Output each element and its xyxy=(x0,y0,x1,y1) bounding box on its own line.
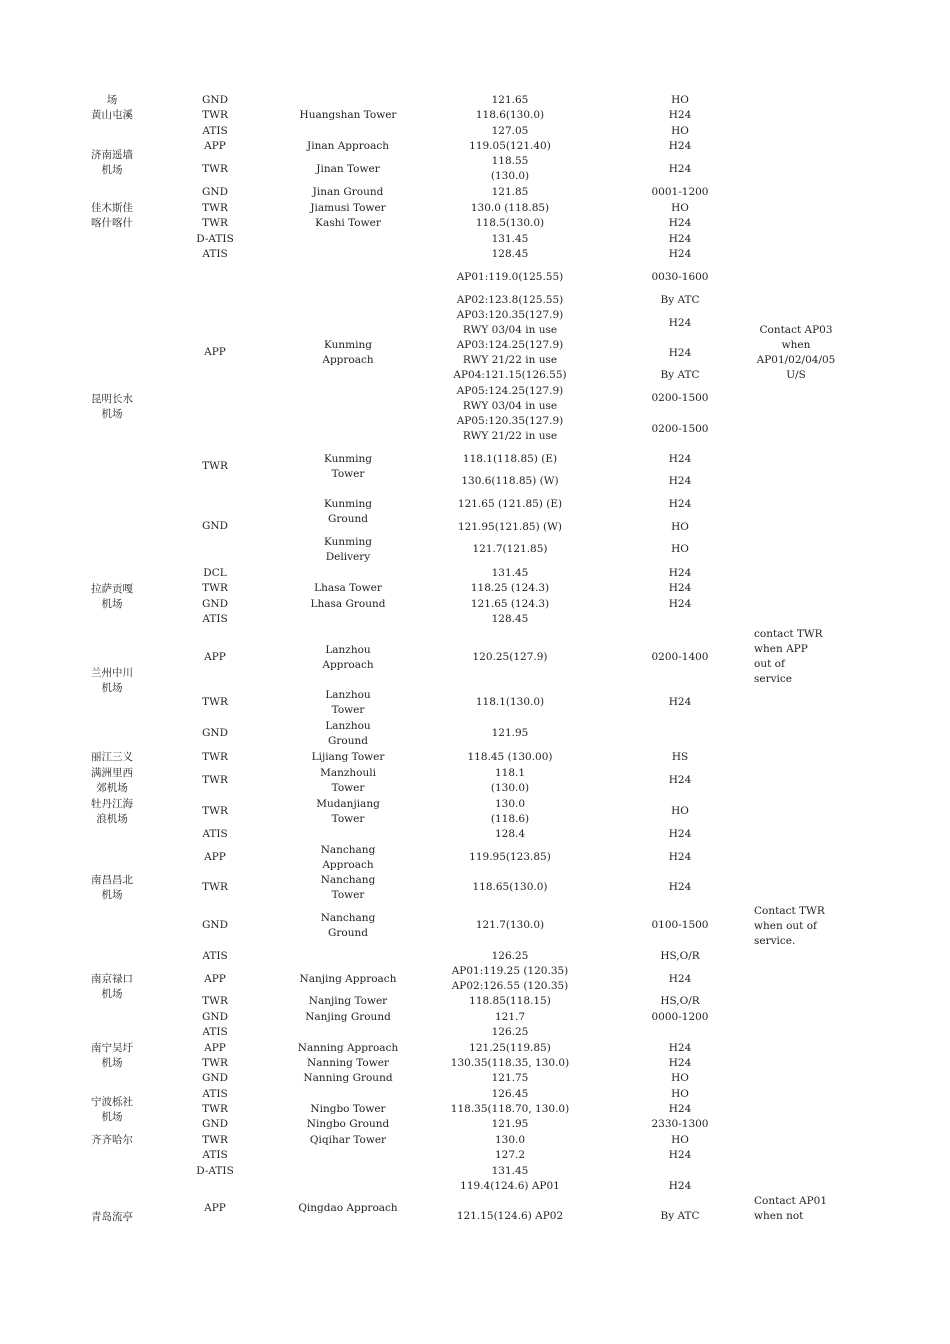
table-cell: Nanning Tower xyxy=(307,1057,389,1069)
table-cell: 118.85(118.15) xyxy=(469,995,551,1007)
table-cell: HO xyxy=(671,202,689,214)
table-cell: Lanzhou Ground xyxy=(325,720,371,747)
table-cell: H24 xyxy=(668,233,692,245)
table-cell: 121.75 xyxy=(491,1072,529,1084)
table-cell: 丽江三义 xyxy=(91,751,133,763)
table-cell: H24 xyxy=(668,973,692,985)
table-cell: Ningbo Tower xyxy=(310,1103,386,1115)
table-cell: 120.25(127.9) xyxy=(472,651,548,663)
table-cell: 昆明长水 机场 xyxy=(91,393,133,420)
table-cell: Nanchang Tower xyxy=(320,874,376,901)
table-cell: 0200-1500 xyxy=(651,392,709,404)
table-cell: 130.0 xyxy=(494,1134,526,1146)
table-cell: ATIS xyxy=(202,125,228,137)
table-cell: APP xyxy=(204,346,226,358)
table-cell: 0200-1500 xyxy=(651,423,709,435)
table-cell: H24 xyxy=(668,567,692,579)
table-cell: 118.5(130.0) xyxy=(475,217,545,229)
table-cell: APP xyxy=(204,1202,226,1214)
table-cell: 121.7 xyxy=(494,1011,526,1023)
table-cell: H24 xyxy=(668,475,692,487)
table-cell: 118.6(130.0) xyxy=(475,109,545,121)
table-cell: H24 xyxy=(668,248,692,260)
table-cell: 南京禄口 机场 xyxy=(91,973,133,1000)
table-cell: H24 xyxy=(668,109,692,121)
table-cell: 喀什喀什 xyxy=(91,217,133,229)
table-cell: Nanning Approach xyxy=(297,1042,399,1054)
table-cell: H24 xyxy=(668,774,692,786)
table-cell: TWR xyxy=(202,774,228,786)
table-cell: AP03:124.25(127.9) RWY 21/22 in use xyxy=(456,339,564,366)
table-cell: TWR xyxy=(202,995,228,1007)
table-cell: H24 xyxy=(668,1149,692,1161)
table-cell: AP05:124.25(127.9) RWY 03/04 in use xyxy=(456,385,564,412)
table-cell: 118.1(130.0) xyxy=(475,696,545,708)
table-cell: 121.65 (124.3) xyxy=(470,598,550,610)
table-cell: 131.45 xyxy=(491,233,529,245)
table-cell: 131.45 xyxy=(491,1165,529,1177)
table-cell: 130.6(118.85) (W) xyxy=(461,475,559,487)
table-cell: Qiqihar Tower xyxy=(309,1134,387,1146)
table-cell: 127.2 xyxy=(494,1149,526,1161)
table-cell: HS,O/R xyxy=(660,995,700,1007)
table-cell: 121.25(119.85) xyxy=(469,1042,551,1054)
table-cell: ATIS xyxy=(202,950,228,962)
table-cell: H24 xyxy=(668,828,692,840)
table-cell: Kunming Delivery xyxy=(324,536,372,563)
table-cell: TWR xyxy=(202,582,228,594)
table-cell: ATIS xyxy=(202,828,228,840)
table-cell: D-ATIS xyxy=(196,233,234,245)
table-cell: H24 xyxy=(668,598,692,610)
table-cell: 0030-1600 xyxy=(651,271,709,283)
table-cell: H24 xyxy=(668,1180,692,1192)
table-cell: Lanzhou Tower xyxy=(325,689,371,716)
table-cell: APP xyxy=(204,140,226,152)
table-cell: 118.1 (130.0) xyxy=(490,767,530,794)
table-cell: TWR xyxy=(202,805,228,817)
table-cell: Nanchang Ground xyxy=(320,912,376,939)
table-cell: H24 xyxy=(668,317,692,329)
table-cell: TWR xyxy=(202,1134,228,1146)
table-cell: HO xyxy=(671,543,689,555)
table-cell: H24 xyxy=(668,1103,692,1115)
table-cell: 青岛流亭 xyxy=(91,1211,133,1223)
table-cell: Nanjing Tower xyxy=(308,995,388,1007)
table-cell: By ATC xyxy=(660,369,700,381)
table-cell: 126.45 xyxy=(491,1088,529,1100)
table-cell: 118.65(130.0) xyxy=(472,881,548,893)
table-cell: 满洲里西 郊机场 xyxy=(91,767,133,794)
table-cell: HO xyxy=(671,521,689,533)
table-cell: Huangshan Tower xyxy=(299,109,397,121)
table-cell: APP xyxy=(204,851,226,863)
table-cell: HO xyxy=(671,125,689,137)
table-cell: TWR xyxy=(202,881,228,893)
table-cell: HS,O/R xyxy=(660,950,700,962)
table-cell: HS xyxy=(671,751,689,763)
table-cell: ATIS xyxy=(202,1149,228,1161)
table-cell: Nanchang Approach xyxy=(320,844,376,871)
table-cell: HO xyxy=(671,1134,689,1146)
table-cell: 130.0 (118.6) xyxy=(490,798,530,825)
table-cell: GND xyxy=(202,919,228,931)
table-cell: 126.25 xyxy=(491,950,529,962)
table-cell: By ATC xyxy=(660,294,700,306)
table-cell: 0001-1200 xyxy=(651,186,709,198)
table-cell: Lanzhou Approach xyxy=(322,644,374,671)
table-cell: 128.45 xyxy=(491,613,529,625)
table-cell: TWR xyxy=(202,1103,228,1115)
table-cell: 2330-1300 xyxy=(651,1118,709,1130)
table-cell: ATIS xyxy=(202,248,228,260)
table-cell: By ATC xyxy=(660,1210,700,1222)
table-cell: Kunming Tower xyxy=(324,453,372,480)
table-cell: 济南遥墙 机场 xyxy=(91,149,133,176)
table-cell: Kunming Ground xyxy=(324,498,372,525)
table-cell: 119.95(123.85) xyxy=(469,851,551,863)
table-cell: GND xyxy=(202,1011,228,1023)
table-cell: HO xyxy=(671,805,689,817)
table-cell: contact TWR when APP out of service xyxy=(754,628,823,685)
table-cell: H24 xyxy=(668,217,692,229)
table-cell: Ningbo Ground xyxy=(306,1118,390,1130)
table-cell: AP02:123.8(125.55) xyxy=(456,294,564,306)
table-cell: 119.4(124.6) AP01 xyxy=(460,1180,560,1192)
table-cell: 126.25 xyxy=(491,1026,529,1038)
table-cell: GND xyxy=(202,727,228,739)
table-cell: ATIS xyxy=(202,613,228,625)
table-cell: D-ATIS xyxy=(196,1165,234,1177)
table-cell: 131.45 xyxy=(491,567,529,579)
table-cell: 128.45 xyxy=(491,248,529,260)
table-cell: H24 xyxy=(668,582,692,594)
table-cell: HO xyxy=(671,1088,689,1100)
table-cell: AP03:120.35(127.9) RWY 03/04 in use xyxy=(456,309,564,336)
table-cell: GND xyxy=(202,94,228,106)
table-cell: 121.7(130.0) xyxy=(475,919,545,931)
table-cell: Jinan Ground xyxy=(312,186,384,198)
table-cell: Nanjing Approach xyxy=(299,973,397,985)
table-cell: AP01:119.25 (120.35) AP02:126.55 (120.35) xyxy=(451,965,569,992)
table-cell: TWR xyxy=(202,163,228,175)
table-cell: AP01:119.0(125.55) xyxy=(456,271,564,283)
table-cell: H24 xyxy=(668,1042,692,1054)
table-cell: 118.1(118.85) (E) xyxy=(462,453,558,465)
table-cell: TWR xyxy=(202,460,228,472)
table-cell: H24 xyxy=(668,163,692,175)
table-cell: TWR xyxy=(202,109,228,121)
table-cell: 黄山屯溪 xyxy=(91,109,133,121)
table-cell: Contact TWR when out of service. xyxy=(754,905,825,947)
table-cell: GND xyxy=(202,1118,228,1130)
table-cell: GND xyxy=(202,1072,228,1084)
table-cell: 118.25 (124.3) xyxy=(470,582,550,594)
table-cell: 南宁吴圩 机场 xyxy=(91,1042,133,1069)
table-cell: 121.65 xyxy=(491,94,529,106)
table-cell: TWR xyxy=(202,202,228,214)
table-cell: Kunming Approach xyxy=(322,339,374,366)
table-cell: 118.35(118.70, 130.0) xyxy=(450,1103,570,1115)
table-cell: AP04:121.15(126.55) xyxy=(453,369,567,381)
table-cell: 121.65 (121.85) (E) xyxy=(457,498,563,510)
table-cell: Mudanjiang Tower xyxy=(316,798,380,825)
table-cell: Jinan Tower xyxy=(316,163,380,175)
table-cell: 0200-1400 xyxy=(651,651,709,663)
table-cell: 118.45 (130.00) xyxy=(467,751,553,763)
table-cell: TWR xyxy=(202,751,228,763)
table-cell: 佳木斯佳 xyxy=(91,202,133,214)
table-cell: Lhasa Tower xyxy=(314,582,382,594)
table-cell: 牡丹江海 浪机场 xyxy=(91,798,133,825)
table-cell: TWR xyxy=(202,696,228,708)
table-cell: 121.85 xyxy=(491,186,529,198)
table-cell: TWR xyxy=(202,1057,228,1069)
table-cell: GND xyxy=(202,186,228,198)
table-cell: 121.95 xyxy=(491,1118,529,1130)
table-cell: 0100-1500 xyxy=(651,919,709,931)
table-cell: 130.35(118.35, 130.0) xyxy=(450,1057,570,1069)
table-cell: Kashi Tower xyxy=(315,217,381,229)
table-cell: H24 xyxy=(668,1057,692,1069)
table-cell: H24 xyxy=(668,347,692,359)
table-cell: 121.95 xyxy=(491,727,529,739)
table-cell: H24 xyxy=(668,453,692,465)
table-cell: Jinan Approach xyxy=(307,140,389,152)
table-cell: 拉萨贡嘎 机场 xyxy=(91,583,133,610)
table-cell: H24 xyxy=(668,498,692,510)
table-cell: Nanjing Ground xyxy=(305,1011,391,1023)
table-cell: 127.05 xyxy=(491,125,529,137)
table-cell: 119.05(121.40) xyxy=(469,140,551,152)
table-cell: 齐齐哈尔 xyxy=(91,1134,133,1146)
table-cell: 场 xyxy=(106,94,118,106)
table-cell: 121.15(124.6) AP02 xyxy=(456,1210,564,1222)
table-cell: ATIS xyxy=(202,1026,228,1038)
table-cell: 南昌昌北 机场 xyxy=(91,874,133,901)
table-cell: AP05:120.35(127.9) RWY 21/22 in use xyxy=(456,415,564,442)
table-cell: H24 xyxy=(668,696,692,708)
table-cell: Lhasa Ground xyxy=(310,598,386,610)
table-cell: Qingdao Approach xyxy=(298,1202,398,1214)
table-cell: Nanning Ground xyxy=(303,1072,393,1084)
table-cell: Jiamusi Tower xyxy=(310,202,386,214)
table-cell: 121.7(121.85) xyxy=(472,543,548,555)
table-cell: Manzhouli Tower xyxy=(320,767,376,794)
table-cell: 128.4 xyxy=(494,828,526,840)
table-cell: DCL xyxy=(203,567,227,579)
table-cell: TWR xyxy=(202,217,228,229)
table-cell: 130.0 (118.85) xyxy=(470,202,550,214)
table-cell: 兰州中川 机场 xyxy=(91,667,133,694)
table-cell: HO xyxy=(671,1072,689,1084)
table-cell: Lijiang Tower xyxy=(311,751,385,763)
table-cell: ATIS xyxy=(202,1088,228,1100)
table-cell: 宁波栎社 机场 xyxy=(91,1096,133,1123)
table-cell: 121.95(121.85) (W) xyxy=(458,521,562,533)
table-cell: H24 xyxy=(668,881,692,893)
table-cell: HO xyxy=(671,94,689,106)
table-cell: GND xyxy=(202,520,228,532)
table-cell: APP xyxy=(204,1042,226,1054)
table-cell: Contact AP01 when not xyxy=(754,1195,828,1222)
table-cell: 0000-1200 xyxy=(651,1011,709,1023)
table-cell: GND xyxy=(202,598,228,610)
table-cell: 118.55 (130.0) xyxy=(490,155,530,182)
table-cell: APP xyxy=(204,651,226,663)
table-cell: H24 xyxy=(668,851,692,863)
table-cell: H24 xyxy=(668,140,692,152)
table-cell: Contact AP03 when AP01/02/04/05 U/S xyxy=(756,324,836,381)
table-cell: APP xyxy=(204,973,226,985)
